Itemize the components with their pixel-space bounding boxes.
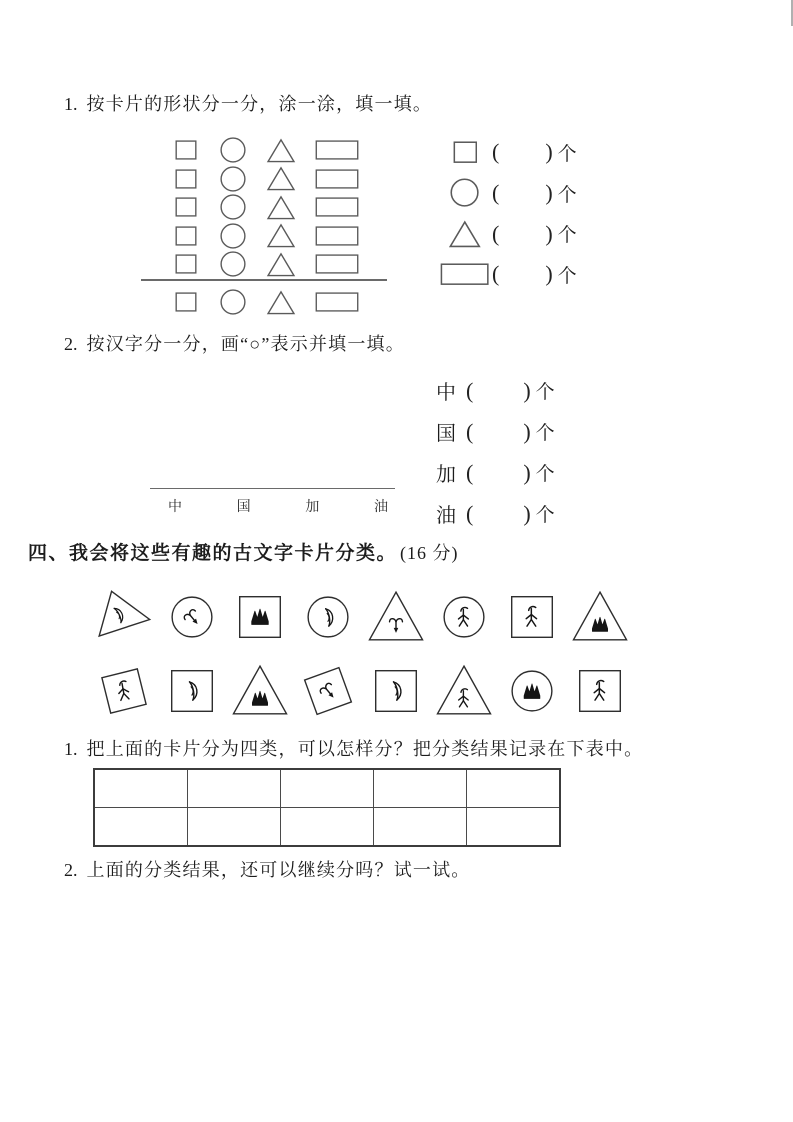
moon-glyph-icon — [190, 682, 197, 700]
person-glyph-icon — [459, 689, 469, 707]
card-triangle-person — [435, 662, 493, 720]
shape-cell-rectangle — [306, 292, 368, 312]
square-icon — [175, 169, 197, 189]
answer-character: 加 — [436, 464, 456, 486]
answer-character: 国 — [436, 423, 456, 445]
card-square-person — [503, 588, 561, 646]
shape-answer-row-triangle — [438, 213, 577, 254]
circle-icon — [220, 223, 246, 249]
shape-row — [163, 288, 368, 317]
shape-row — [163, 136, 368, 165]
circle-icon — [220, 251, 246, 277]
card-square-mountain — [231, 588, 289, 646]
shape-cell-triangle — [256, 138, 306, 163]
section-4-question-2-number: 2. — [64, 860, 78, 880]
section-4-question-1-text: 把上面的卡片分为四类，可以怎样分？把分类结果记录在下表中。 — [86, 739, 644, 759]
tally-line — [141, 279, 387, 281]
circle-icon — [220, 289, 246, 315]
shape-cell-circle — [209, 289, 256, 315]
circle-icon — [450, 178, 479, 207]
line-character: 国 — [236, 500, 251, 515]
triangle-icon — [266, 138, 296, 163]
card-triangle-right-moon — [95, 588, 153, 646]
card-triangle-mountain — [571, 588, 629, 646]
ancient-character-card — [95, 660, 153, 722]
shape-row — [163, 222, 368, 251]
shape-answer-row-square — [438, 132, 577, 173]
person-glyph-icon — [526, 607, 536, 627]
mountain-glyph-icon — [524, 684, 540, 699]
person-glyph-icon — [458, 607, 468, 626]
triangle-icon — [266, 195, 296, 220]
circle-icon — [220, 137, 246, 163]
square-icon — [175, 226, 197, 246]
blank-close-paren: ) — [545, 139, 553, 165]
table-cell — [188, 808, 281, 847]
unit-label: 个 — [535, 382, 555, 403]
ancient-character-card — [163, 660, 221, 722]
section-4-question-1-number: 1. — [64, 739, 78, 759]
shape-cell-square — [163, 292, 209, 312]
shape-cell-square — [163, 226, 209, 246]
shape-slot — [438, 141, 492, 163]
shape-cell-circle — [209, 137, 256, 163]
triangle-right-card-outline — [99, 591, 150, 636]
blank-close-paren: ) — [523, 377, 531, 403]
shape-answer-row-rectangle — [438, 254, 577, 295]
character-answer-row — [436, 493, 555, 534]
unit-label: 个 — [535, 464, 555, 485]
character-tally-line — [150, 488, 395, 489]
shape-cell-circle — [209, 251, 256, 277]
card-square-moon — [163, 662, 221, 720]
character-labels — [168, 496, 388, 516]
table-cell — [94, 808, 188, 847]
circle-card-outline — [308, 597, 348, 637]
horns-arrow-glyph-icon — [390, 619, 403, 633]
shape-cell-triangle — [256, 252, 306, 277]
shape-slot — [438, 178, 492, 207]
shape-slot — [438, 220, 492, 248]
ancient-character-card — [299, 586, 357, 648]
mountain-glyph-icon — [252, 691, 267, 705]
ancient-cards-row-2 — [95, 660, 629, 722]
card-triangle-mountain — [231, 662, 289, 720]
shape-sorting-grid — [163, 136, 368, 279]
circle-icon — [220, 166, 246, 192]
shape-count-answers — [438, 132, 577, 295]
square-card-outline — [376, 671, 417, 712]
moon-glyph-icon — [326, 609, 333, 626]
triangle-icon — [266, 290, 296, 315]
blank-close-paren: ) — [523, 459, 531, 485]
section-4-label: 四、 — [28, 543, 70, 564]
section-4-heading — [28, 538, 459, 565]
ancient-character-card — [435, 660, 493, 722]
table-row — [94, 769, 560, 808]
ancient-character-card — [503, 586, 561, 648]
shape-cell-rectangle — [306, 140, 368, 160]
table-row — [94, 808, 560, 847]
blank-close-paren: ) — [545, 180, 553, 206]
blank-close-paren: ) — [545, 220, 553, 246]
ancient-cards-row-1 — [95, 586, 629, 648]
blank-open-paren: ( — [466, 377, 474, 403]
triangle-card-outline — [573, 592, 626, 640]
table-cell — [188, 769, 281, 808]
answer-character: 中 — [436, 382, 456, 404]
table-cell — [281, 808, 374, 847]
blank-open-paren: ( — [466, 500, 474, 526]
ancient-character-card — [163, 586, 221, 648]
ancient-character-card — [571, 660, 629, 722]
shape-cell-rectangle — [306, 226, 368, 246]
shape-row — [163, 193, 368, 222]
horns-arrow-glyph-icon — [183, 609, 203, 629]
character-answer-row — [436, 452, 555, 493]
ancient-character-card — [95, 586, 153, 648]
ancient-character-card — [367, 586, 425, 648]
shape-grid-answer-row — [163, 288, 368, 317]
shape-row — [163, 250, 368, 279]
ancient-character-card — [231, 660, 289, 722]
section-4-question-1-line — [64, 735, 643, 761]
card-circle-person — [435, 588, 493, 646]
shape-cell-circle — [209, 166, 256, 192]
card-circle-mountain — [503, 662, 561, 720]
rectangle-icon — [315, 169, 359, 189]
shape-cell-rectangle — [306, 197, 368, 217]
square-card-outline — [172, 671, 213, 712]
unit-label: 个 — [535, 423, 555, 444]
shape-cell-triangle — [256, 195, 306, 220]
shape-cell-triangle — [256, 166, 306, 191]
section-4-title: 我会将这些有趣的古文字卡片分类。 — [69, 543, 398, 564]
square-icon — [175, 254, 197, 274]
shape-cell-triangle — [256, 290, 306, 315]
question-1-number: 1. — [64, 94, 78, 114]
shape-answer-row-circle — [438, 173, 577, 214]
card-square-moon — [367, 662, 425, 720]
square-icon — [175, 197, 197, 217]
answer-character: 油 — [436, 505, 456, 527]
mountain-glyph-icon — [252, 609, 269, 624]
card-square-tilted-horns-arrow — [299, 662, 357, 720]
shape-row — [163, 165, 368, 194]
square-icon — [175, 140, 197, 160]
blank-open-paren: ( — [492, 261, 500, 287]
unit-label: 个 — [557, 143, 577, 165]
rectangle-icon — [315, 226, 359, 246]
blank-open-paren: ( — [466, 459, 474, 485]
moon-glyph-icon — [114, 607, 124, 624]
ancient-character-card — [435, 586, 493, 648]
ancient-character-card — [367, 660, 425, 722]
blank-close-paren: ) — [545, 261, 553, 287]
question-1-text: 按卡片的形状分一分，涂一涂，填一填。 — [86, 94, 433, 114]
blank-close-paren: ) — [523, 418, 531, 444]
section-4-question-2-text: 上面的分类结果，还可以继续分吗？试一试。 — [86, 860, 471, 880]
unit-label: 个 — [535, 505, 555, 526]
person-glyph-icon — [594, 681, 604, 701]
card-circle-horns-arrow — [163, 588, 221, 646]
rectangle-icon — [315, 292, 359, 312]
moon-glyph-icon — [394, 682, 401, 700]
table-cell — [374, 769, 467, 808]
card-triangle-horns-arrow — [367, 588, 425, 646]
question-2-text: 按汉字分一分，画“○”表示并填一填。 — [86, 334, 405, 354]
character-answer-row — [436, 370, 555, 411]
line-character: 油 — [373, 500, 388, 515]
rectangle-icon — [315, 140, 359, 160]
square-icon — [175, 292, 197, 312]
ancient-character-card — [503, 660, 561, 722]
shape-cell-circle — [209, 223, 256, 249]
unit-label: 个 — [557, 184, 577, 206]
shape-cell-square — [163, 169, 209, 189]
classification-table-body — [94, 769, 560, 846]
blank-open-paren: ( — [492, 139, 500, 165]
shape-cell-rectangle — [306, 254, 368, 274]
table-cell — [94, 769, 188, 808]
line-character: 中 — [168, 500, 182, 515]
table-cell — [467, 769, 561, 808]
triangle-card-outline — [437, 666, 490, 714]
table-cell — [374, 808, 467, 847]
card-square-person — [571, 662, 629, 720]
blank-open-paren: ( — [466, 418, 474, 444]
triangle-icon — [448, 220, 482, 248]
ancient-character-card — [231, 586, 289, 648]
rectangle-icon — [440, 263, 489, 285]
shape-cell-rectangle — [306, 169, 368, 189]
triangle-icon — [266, 223, 296, 248]
question-2-line — [64, 330, 405, 356]
square-icon — [453, 141, 478, 163]
rectangle-icon — [315, 197, 359, 217]
blank-open-paren: ( — [492, 180, 500, 206]
card-circle-moon — [299, 588, 357, 646]
rectangle-icon — [315, 254, 359, 274]
mountain-glyph-icon — [592, 617, 607, 631]
unit-label: 个 — [557, 225, 577, 247]
unit-label: 个 — [557, 265, 577, 287]
classification-table — [93, 768, 561, 847]
triangle-card-outline — [233, 666, 286, 714]
circle-icon — [220, 194, 246, 220]
line-character: 加 — [305, 500, 320, 515]
shape-cell-circle — [209, 194, 256, 220]
shape-cell-triangle — [256, 223, 306, 248]
card-square-tilted-person — [95, 662, 153, 720]
horns-arrow-glyph-icon — [319, 682, 339, 702]
section-4-points: (16 分) — [400, 543, 459, 563]
table-cell — [467, 808, 561, 847]
shape-cell-square — [163, 140, 209, 160]
triangle-icon — [266, 252, 296, 277]
section-4-question-2-line — [64, 856, 471, 882]
question-1-line — [64, 90, 432, 116]
blank-close-paren: ) — [523, 500, 531, 526]
person-glyph-icon — [117, 680, 130, 700]
character-count-answers — [436, 370, 555, 534]
blank-open-paren: ( — [492, 220, 500, 246]
question-2-number: 2. — [64, 334, 78, 354]
ancient-character-card — [571, 586, 629, 648]
shape-cell-square — [163, 197, 209, 217]
shape-cell-square — [163, 254, 209, 274]
character-answer-row — [436, 411, 555, 452]
triangle-icon — [266, 166, 296, 191]
table-cell — [281, 769, 374, 808]
ancient-character-card — [299, 660, 357, 722]
shape-slot — [438, 263, 492, 285]
